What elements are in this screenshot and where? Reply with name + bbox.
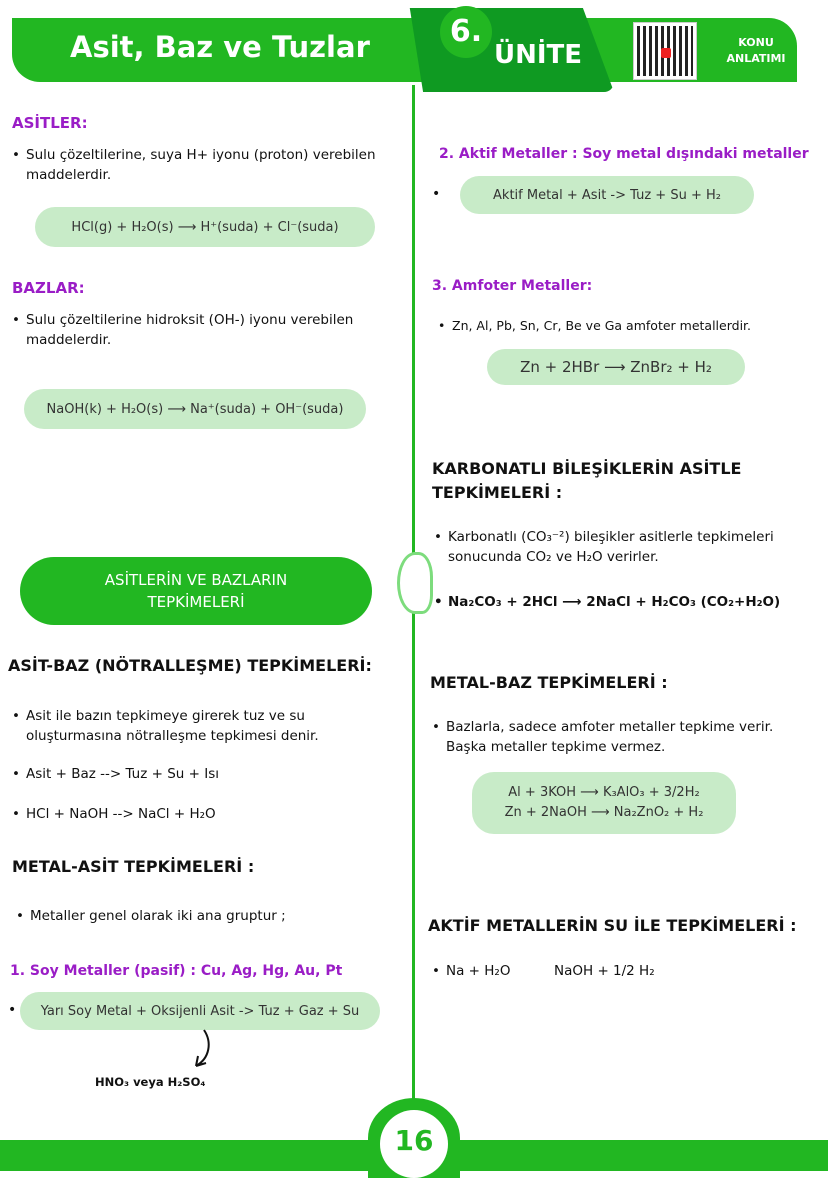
metal-baz-heading: METAL-BAZ TEPKİMELERİ : (430, 673, 668, 692)
page-number: 16 (380, 1110, 448, 1178)
unit-label: ÜNİTE (494, 40, 583, 70)
head-icon (397, 552, 433, 614)
notr-item: • HCl + NaOH --> NaCl + H₂O (26, 804, 216, 824)
equation-line: Zn + 2NaOH ⟶ Na₂ZnO₂ + H₂ (504, 805, 704, 820)
banner-line: ASİTLERİN VE BAZLARIN (104, 571, 288, 589)
banner-line: TEPKİMELERİ (147, 593, 245, 611)
soy-metaller-heading: 1. Soy Metaller (pasif) : Cu, Ag, Hg, Au, Pt (10, 963, 343, 979)
qr-label-line: ANLATIMI (726, 52, 786, 65)
section-banner (20, 557, 372, 625)
page-title: Asit, Baz ve Tuzlar (70, 30, 370, 64)
aktif-heading: 2. Aktif Metaller : Soy metal dışındaki metaller (439, 146, 809, 162)
soy-equation: Yarı Soy Metal + Oksijenli Asit -> Tuz + Gaz + Su (20, 992, 380, 1030)
karbonat-heading (432, 457, 741, 505)
asitler-equation: HCl(g) + H₂O(s) ⟶ H⁺(suda) + Cl⁻(suda) (35, 207, 375, 247)
karbonat-item: • Karbonatlı (CO₃⁻²) bileşikler asitlerle tepkimeleri sonucunda CO₂ ve H₂O verirler. (448, 527, 798, 567)
soy-note: HNO₃ veya H₂SO₄ (95, 1075, 206, 1089)
equation-line: Al + 3KOH ⟶ K₃AlO₃ + 3/2H₂ (508, 785, 700, 800)
metal-baz-item: • Bazlarla, sadece amfoter metaller tepkime verir. Başka metaller tepkime vermez. (446, 717, 801, 757)
amfoter-heading: 3. Amfoter Metaller: (432, 278, 593, 294)
heading-line: TEPKİMELERİ : (432, 483, 563, 502)
qr-label (716, 35, 796, 67)
su-right: NaOH + 1/2 H₂ (554, 963, 655, 979)
qr-label-line: KONU (738, 36, 774, 49)
su-left: • Na + H₂O (446, 961, 510, 981)
asitler-heading: ASİTLER: (12, 114, 88, 132)
unit-number: 6. (440, 6, 492, 58)
notr-item: • Asit ile bazın tepkimeye girerek tuz ve su oluşturmasına nötralleşme tepkimesi denir. (26, 706, 356, 746)
amfoter-item: • Zn, Al, Pb, Sn, Cr, Be ve Ga amfoter metallerdir. (452, 316, 751, 336)
qr-code-icon[interactable] (634, 23, 696, 79)
amfoter-equation: Zn + 2HBr ⟶ ZnBr₂ + H₂ (487, 349, 745, 385)
arrow-icon (190, 1028, 220, 1072)
aktif-equation: Aktif Metal + Asit -> Tuz + Su + H₂ (460, 176, 754, 214)
bazlar-equation: NaOH(k) + H₂O(s) ⟶ Na⁺(suda) + OH⁻(suda) (24, 389, 366, 429)
asitler-text: • Sulu çözeltilerine, suya H+ iyonu (proton) verebilen maddelerdir. (26, 145, 406, 185)
metal-asit-heading: METAL-ASİT TEPKİMELERİ : (12, 857, 255, 876)
bazlar-text: • Sulu çözeltilerine hidroksit (OH-) iyonu verebilen maddelerdir. (26, 310, 406, 350)
bullet: • (432, 186, 441, 202)
karbonat-equation: • Na₂CO₃ + 2HCl ⟶ 2NaCl + H₂CO₃ (CO₂+H₂O) (448, 594, 780, 610)
metal-asit-item: • Metaller genel olarak iki ana gruptur ; (30, 906, 286, 926)
metal-baz-equations (472, 772, 736, 834)
notr-item: • Asit + Baz --> Tuz + Su + Isı (26, 764, 219, 784)
su-heading: AKTİF METALLERİN SU İLE TEPKİMELERİ : (428, 916, 797, 935)
heading-line: KARBONATLI BİLEŞİKLERİN ASİTLE (432, 459, 742, 478)
column-divider (412, 85, 415, 1145)
bullet: • (8, 1002, 17, 1018)
bazlar-heading: BAZLAR: (12, 279, 85, 297)
notr-heading: ASİT-BAZ (NÖTRALLEŞME) TEPKİMELERİ: (8, 656, 372, 675)
